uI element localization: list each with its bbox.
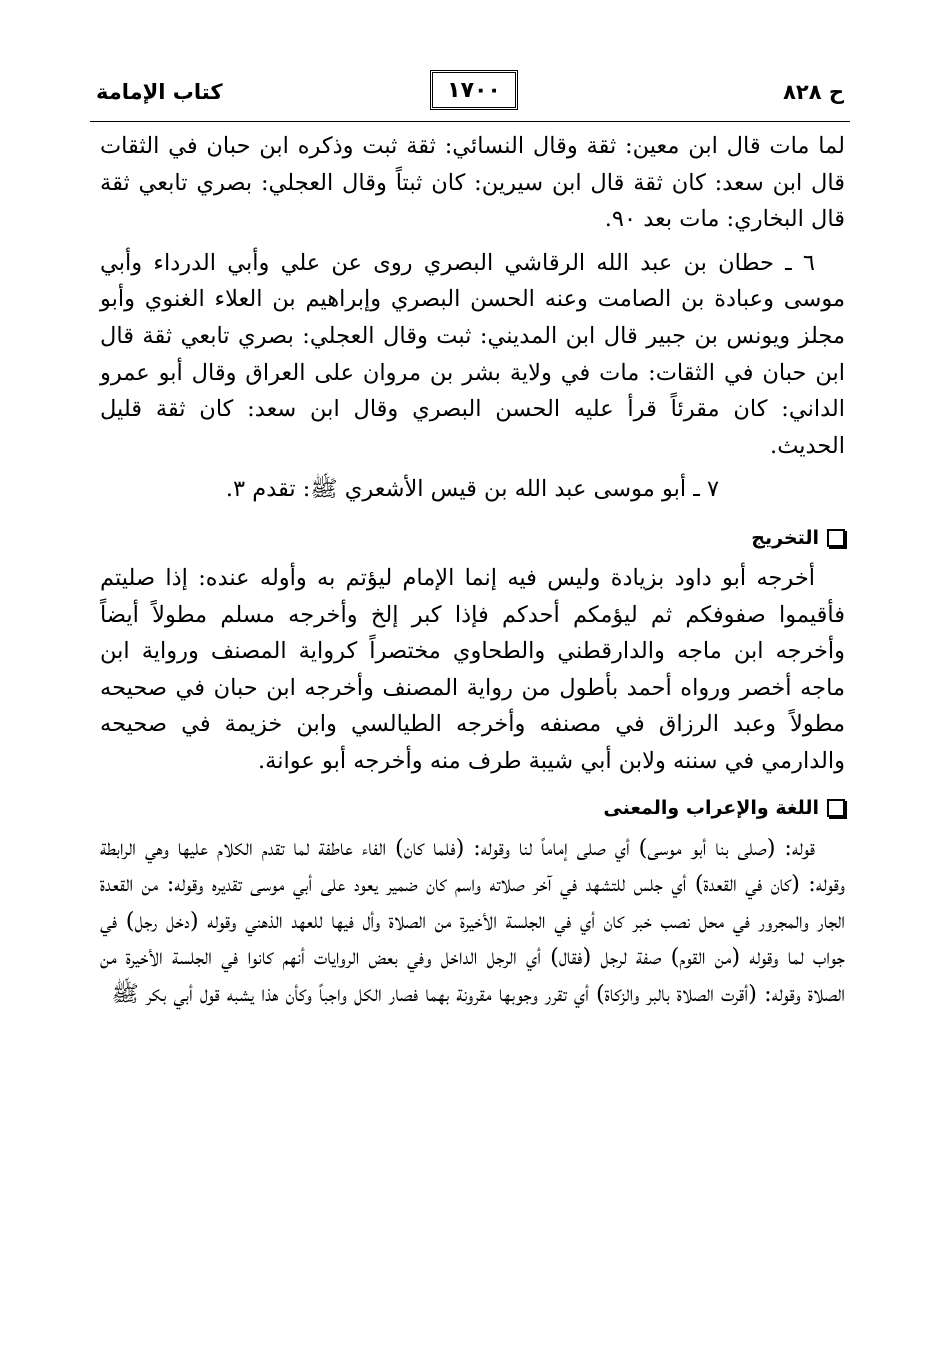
paragraph-narrator-6: ٦ ـ حطان بن عبد الله الرقاشي البصري روى عن علي وأبي الدرداء وأبي موسى وعبادة بن الصامت وعنه الحسن البصري وإبراهيم بن العلاء الغنوي وأبو مجلز ويونس بن جبير قال ابن المديني: ثبت وقال العجلي: بصري تابعي ثقة قال ابن حبان في الثقات: مات في ولاية بشر بن مروان على العراق وقال أبو عمرو الداني: كان مقرئاً قرأ عليه الحسن البصري وقال ابن سعد: كان ثقة قليل الحديث. (100, 249, 845, 459)
header-book-title: كتاب الإمامة (96, 80, 223, 104)
page-header (90, 62, 850, 122)
section-heading-language (100, 794, 845, 822)
page-body (100, 128, 845, 1019)
section-title-language: اللغة والإعراب والمعنى (603, 796, 819, 819)
section-heading-takhrij (100, 524, 845, 552)
section-text-takhrij: أخرجه أبو داود بزيادة وليس فيه إنما الإمام ليؤتم به وأوله عنده: إذا صليتم فأقيموا صفوفكم ثم ليؤمكم أحدكم فإذا كبر إلخ وأخرجه مسلم مطولاً أيضاً وأخرجه ابن ماجه والدارقطني والطحاوي مختصراً كرواية المصنف ورواية ابن ماجه أخصر ورواه أحمد بأطول من رواية المصنف وأخرجه ابن حبان في صحيحه مطولاً وعبد الرزاق في مصنفه وأخرجه الطيالسي وابن خزيمة في صحيحه والدارمي في سننه ولابن أبي شيبة طرف منه وأخرجه أبو عوانة. (100, 564, 845, 774)
header-page-ref: ح ٨٢٨ (783, 80, 844, 104)
header-page-number-text: ١٧٠٠ (447, 77, 501, 103)
square-bullet-icon (827, 529, 845, 547)
paragraph-continuation: لما مات قال ابن معين: ثقة وقال النسائي: ثقة ثبت وذكره ابن حبان في الثقات قال ابن سعد: كان ثقة قال ابن سيرين: كان ثبتاً وقال العجلي: بصري تابعي ثقة قال البخاري: مات بعد ٩٠. (100, 133, 845, 233)
section-text-language: قوله: (صلى بنا أبو موسى) أي صلى إماماً لنا وقوله: (فلما كان) الفاء عاطفة لما تقدم الكلام عليها وهي الرابطة وقوله: (كان في القعدة) أي جلس للتشهد في آخر صلاته واسم كان ضمير يعود على أبي موسى تقديره وقوله: من القعدة الجار والمجرور في محل نصب خبر كان أي في الجلسة الأخيرة من الصلاة وأل فيها للعهد الذهني وقوله (دخل رجل) في جواب لما وقوله (من القوم) صفة لرجل (فقال) أي الرجل الداخل وفي بعض الروايات أنهم كانوا في الجلسة الأخيرة من الصلاة وقوله: (أقرت الصلاة بالبر والزكاة) أي تقرر وجوبها مقرونة بهما فصار الكل واجباً وكأن هذا يشبه قول أبي بكر ﷺ (100, 834, 845, 1007)
section-title-takhrij: التخريج (751, 526, 819, 549)
header-divider (90, 121, 850, 122)
square-bullet-icon (827, 799, 845, 817)
header-page-number (430, 70, 518, 110)
paragraph-narrator-7: ٧ ـ أبو موسى عبد الله بن قيس الأشعري ﷺ: تقدم ٣. (225, 476, 720, 503)
